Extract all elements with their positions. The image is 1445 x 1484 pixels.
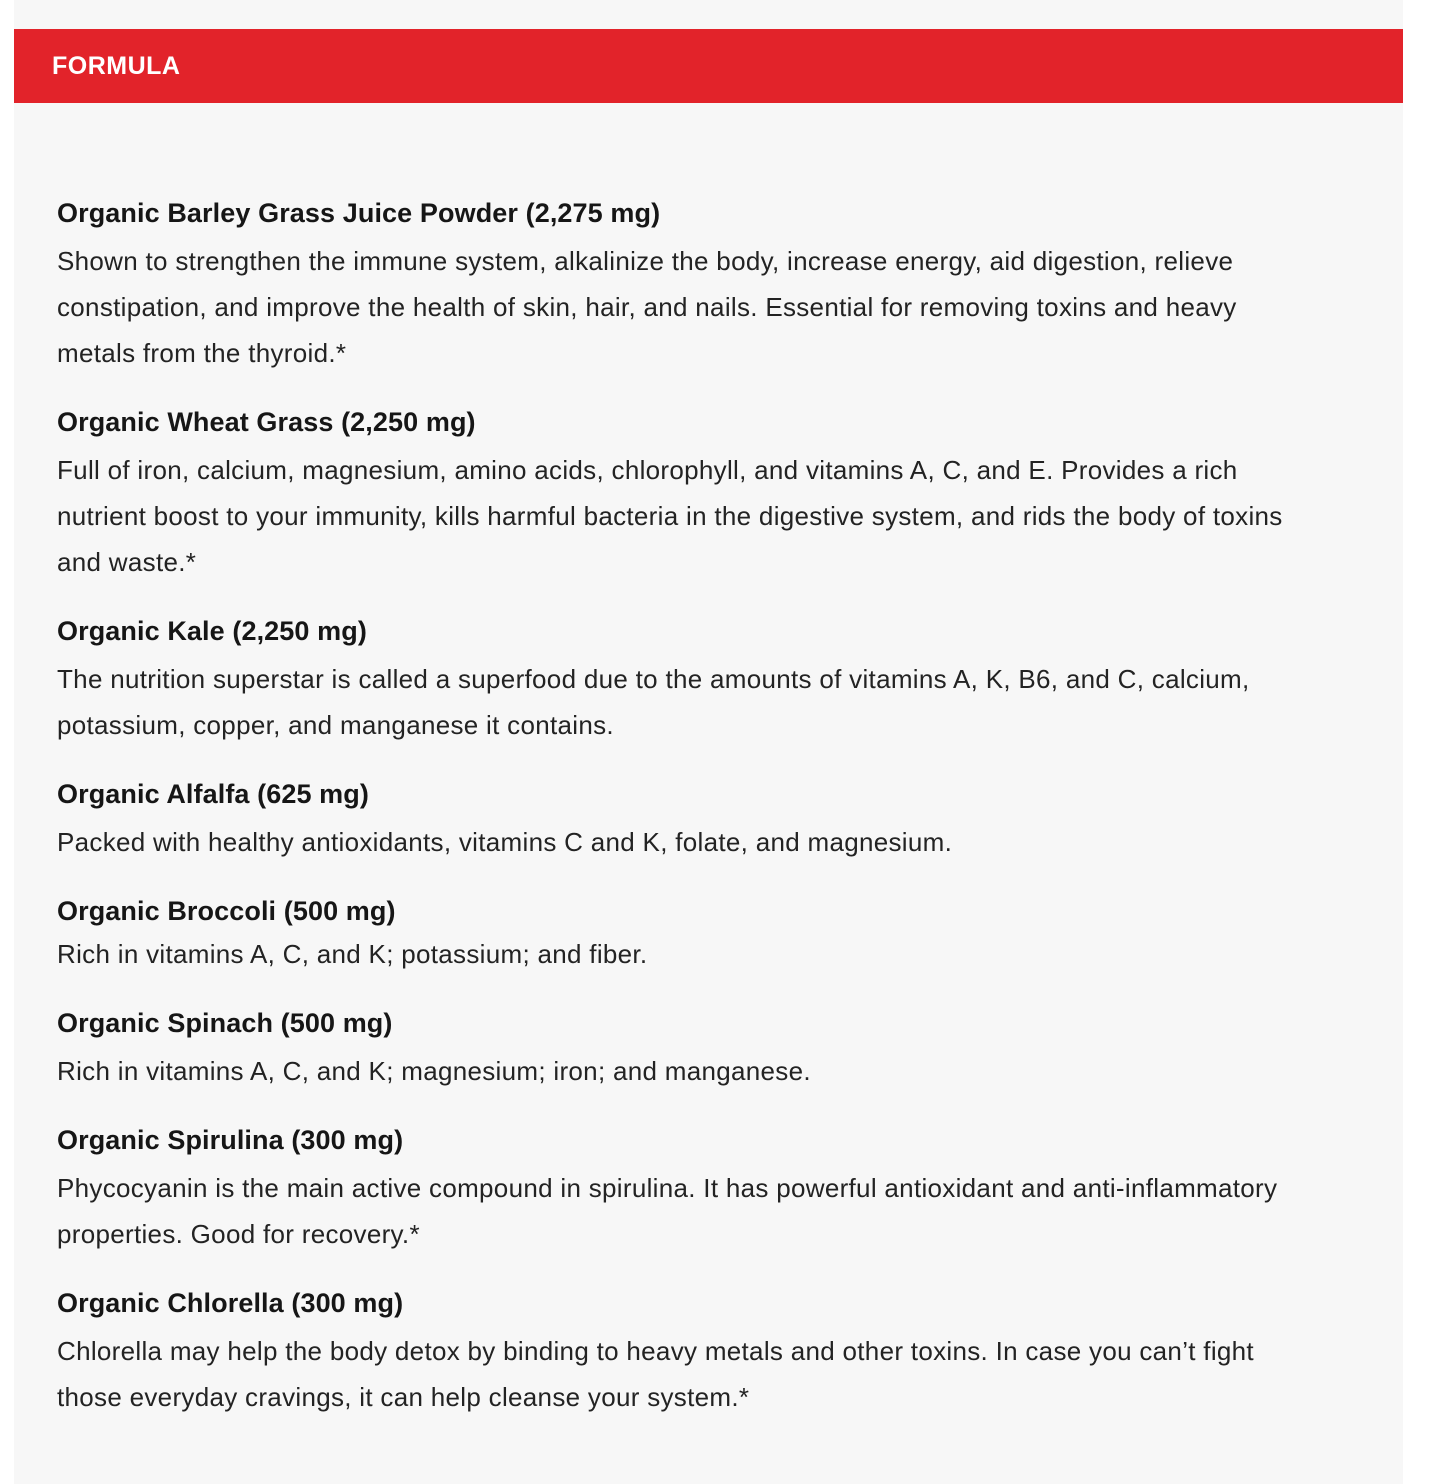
ingredient-section-broccoli <box>57 891 1353 977</box>
ingredient-heading: Organic Wheat Grass (2,250 mg) <box>57 407 476 437</box>
formula-panel <box>14 0 1403 1484</box>
ingredient-description: Rich in vitamins A, C, and K; magnesium; iron; and manganese. <box>57 1056 811 1086</box>
ingredient-section-alfalfa <box>57 774 1353 865</box>
ingredient-heading: Organic Kale (2,250 mg) <box>57 616 367 646</box>
ingredient-section-spirulina <box>57 1120 1353 1257</box>
ingredient-heading: Organic Spinach (500 mg) <box>57 1008 393 1038</box>
ingredient-section-wheat-grass <box>57 402 1353 585</box>
ingredient-heading: Organic Barley Grass Juice Powder (2,275 mg) <box>57 198 661 228</box>
ingredient-description: Packed with healthy antioxidants, vitamins C and K, folate, and magnesium. <box>57 827 953 857</box>
ingredient-heading: Organic Spirulina (300 mg) <box>57 1125 404 1155</box>
ingredient-description: Phycocyanin is the main active compound in spirulina. It has powerful antioxidant and anti-inflammatory properties. Good for recovery.* <box>57 1173 1278 1249</box>
ingredient-description: Shown to strengthen the immune system, alkalinize the body, increase energy, aid digestion, relieve constipation, and improve the health of skin, hair, and nails. Essential for removing toxins and heavy metals from the thyroid.* <box>57 246 1237 368</box>
ingredient-description: Full of iron, calcium, magnesium, amino acids, chlorophyll, and vitamins A, C, and E. Provides a rich nutrient boost to your immunity, kills harmful bacteria in the digestive system, and rids the body of toxins and waste.* <box>57 455 1283 577</box>
ingredient-section-kale <box>57 611 1353 748</box>
ingredient-section-barley-grass <box>57 193 1353 376</box>
ingredient-list <box>14 103 1403 1484</box>
ingredient-heading: Organic Broccoli (500 mg) <box>57 896 396 926</box>
ingredient-section-spinach <box>57 1003 1353 1094</box>
ingredient-section-chlorella <box>57 1283 1353 1420</box>
ingredient-description: The nutrition superstar is called a superfood due to the amounts of vitamins A, K, B6, and C, calcium, potassium, copper, and manganese it contains. <box>57 664 1250 740</box>
ingredient-heading: Organic Alfalfa (625 mg) <box>57 779 369 809</box>
formula-title: FORMULA <box>52 51 181 80</box>
formula-header-bar <box>14 29 1403 103</box>
ingredient-description: Rich in vitamins A, C, and K; potassium; and fiber. <box>57 939 648 969</box>
ingredient-heading: Organic Chlorella (300 mg) <box>57 1288 404 1318</box>
ingredient-description: Chlorella may help the body detox by binding to heavy metals and other toxins. In case you can’t fight those everyday cravings, it can help cleanse your system.* <box>57 1336 1254 1412</box>
